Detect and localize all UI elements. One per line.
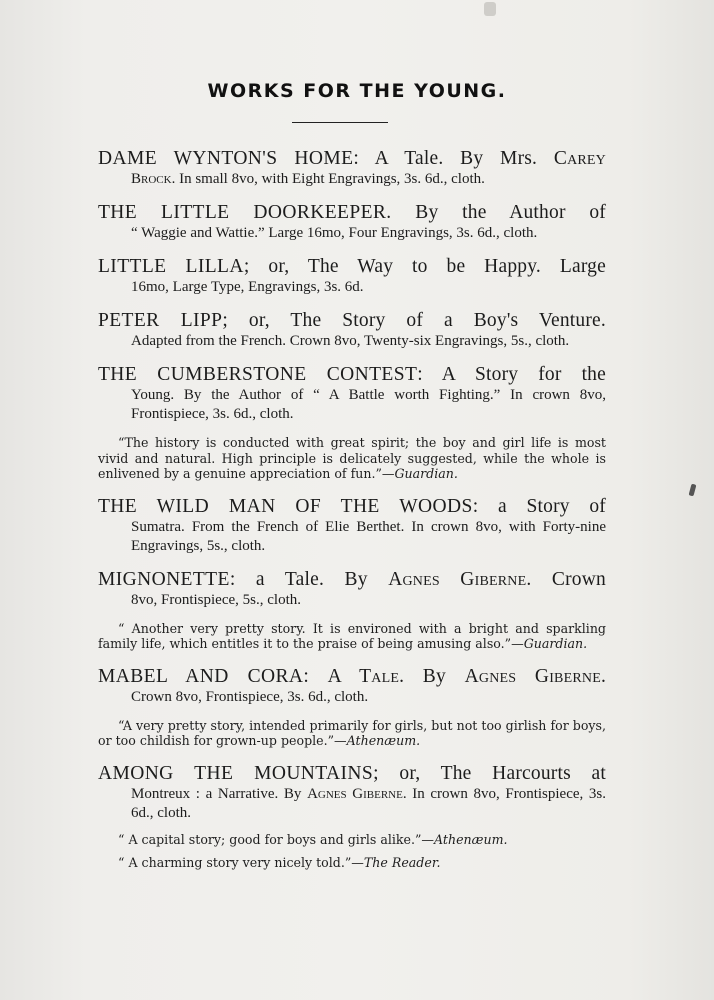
quote-text: “A very pretty story, intended primarily for girls, but not too girlish for boys, or too childish for grown-up people.”— (98, 717, 606, 748)
entry-details: “ Waggie and Wattie.” Large 16mo, Four Engravings, 3s. 6d., cloth. (131, 225, 538, 241)
entry-details (98, 170, 606, 189)
book-title: DAME WYNTON'S HOME (98, 148, 354, 169)
entry-details: Young. By the Author of “ A Battle worth Fighting.” In crown 8vo, Frontispiece, 3s. 6d., cloth. (131, 387, 606, 422)
entry-heading-line (98, 364, 606, 386)
entry-details: 16mo, Large Type, Engravings, 3s. 6d. (131, 279, 364, 295)
entry-subtitle: ; or, The Harcourts at (373, 762, 606, 784)
book-title: LITTLE LILLA (98, 256, 244, 277)
book-title: MABEL AND CORA (98, 665, 304, 687)
list-item (98, 496, 606, 556)
quote-source: The Reader. (363, 855, 441, 870)
review-quote (98, 855, 606, 871)
author-name: Brock. (131, 171, 176, 187)
quote-source: Athenæum. (346, 733, 421, 748)
book-title: THE CUMBERSTONE CONTEST (98, 364, 418, 385)
list-item (98, 666, 606, 707)
entry-subtitle: ; or, The Way to be Happy. Large (243, 256, 606, 277)
entry-heading-line (98, 763, 606, 785)
author-name: Agnes Giberne. (464, 665, 607, 687)
entry-heading-line (98, 256, 606, 278)
review-quote (98, 621, 606, 652)
review-quote (98, 718, 606, 749)
entry-description-pre: Montreux : a Narrative. By (131, 785, 302, 802)
list-item (98, 148, 606, 189)
paper-blemish (484, 2, 496, 16)
entry-subtitle: : (303, 665, 309, 687)
entry-subtitle-mid: By (404, 665, 446, 687)
works-list (98, 148, 606, 883)
review-quote (98, 435, 606, 482)
entry-description: In small 8vo, with Eight Engravings, 3s. 6d., cloth. (175, 171, 485, 187)
entry-details: 8vo, Frontispiece, 5s., cloth. (131, 591, 301, 608)
entry-subtitle: : A Tale. By Mrs. (353, 148, 538, 169)
entry-subtitle: : a Tale. By (229, 568, 368, 590)
list-item (98, 763, 606, 823)
quote-text: “ Another very pretty story. It is environed with a bright and sparkling family life, which entitles it to the praise of being amusing also.”— (98, 620, 606, 651)
entry-description: In crown 8vo, Frontispiece, 3s. 6d., cloth. (131, 785, 606, 821)
quote-text: “ A capital story; good for boys and girls alike.”— (118, 831, 435, 847)
list-item (98, 256, 606, 297)
entry-subtitle: : A Story for the (417, 364, 606, 385)
entry-details: Crown 8vo, Frontispiece, 3s. 6d., cloth. (131, 688, 369, 705)
author-name: Agnes Giberne. (388, 568, 532, 590)
author-name: Agnes Giberne. (307, 785, 407, 802)
entry-subtitle: ; or, The Story of a Boy's Venture. (222, 310, 606, 331)
quote-source: Guardian. (523, 636, 588, 651)
list-item (98, 364, 606, 424)
author-name: Carey (553, 148, 606, 169)
ink-mark (689, 484, 697, 497)
entry-heading-line (98, 569, 606, 591)
entry-heading-line (98, 666, 606, 688)
list-item (98, 202, 606, 243)
quote-source: Athenæum. (434, 831, 508, 847)
book-title: THE LITTLE DOORKEEPER. (98, 202, 392, 223)
quote-text: “The history is conducted with great spirit; the boy and girl life is most vivid and natural. High principle is delicately suggested, while the whole is enlivened by a genuine appreciation of fun.”— (98, 435, 606, 481)
heading-rule (292, 122, 388, 123)
entry-heading-line (98, 496, 606, 518)
entry-details: Sumatra. From the French of Elie Berthet. In crown 8vo, with Forty-nine Engravings, 5s., cloth. (131, 518, 606, 554)
entry-heading-line (98, 148, 606, 170)
list-item (98, 569, 606, 610)
book-title: AMONG THE MOUNTAINS (98, 762, 374, 784)
entry-subtitle: : a Story of (472, 495, 606, 517)
book-title: MIGNONETTE (98, 568, 230, 590)
entry-subtitle: By the Author of (391, 202, 606, 223)
list-item (98, 310, 606, 351)
entry-subtitle-tail: Crown (531, 568, 606, 590)
book-title: PETER LIPP (98, 310, 223, 331)
entry-details: Adapted from the French. Crown 8vo, Twenty-six Engravings, 5s., cloth. (131, 333, 570, 349)
entry-details (98, 785, 606, 823)
quote-source: Guardian. (394, 466, 458, 481)
book-title: THE WILD MAN OF THE WOODS (98, 495, 473, 517)
entry-heading-line (98, 202, 606, 224)
entry-subtitle-sc: A Tale. (327, 665, 405, 687)
page-heading: WORKS FOR THE YOUNG. (207, 80, 507, 102)
review-quote (98, 832, 606, 848)
entry-heading-line (98, 310, 606, 332)
quote-text: “ A charming story very nicely told.”— (118, 855, 364, 870)
